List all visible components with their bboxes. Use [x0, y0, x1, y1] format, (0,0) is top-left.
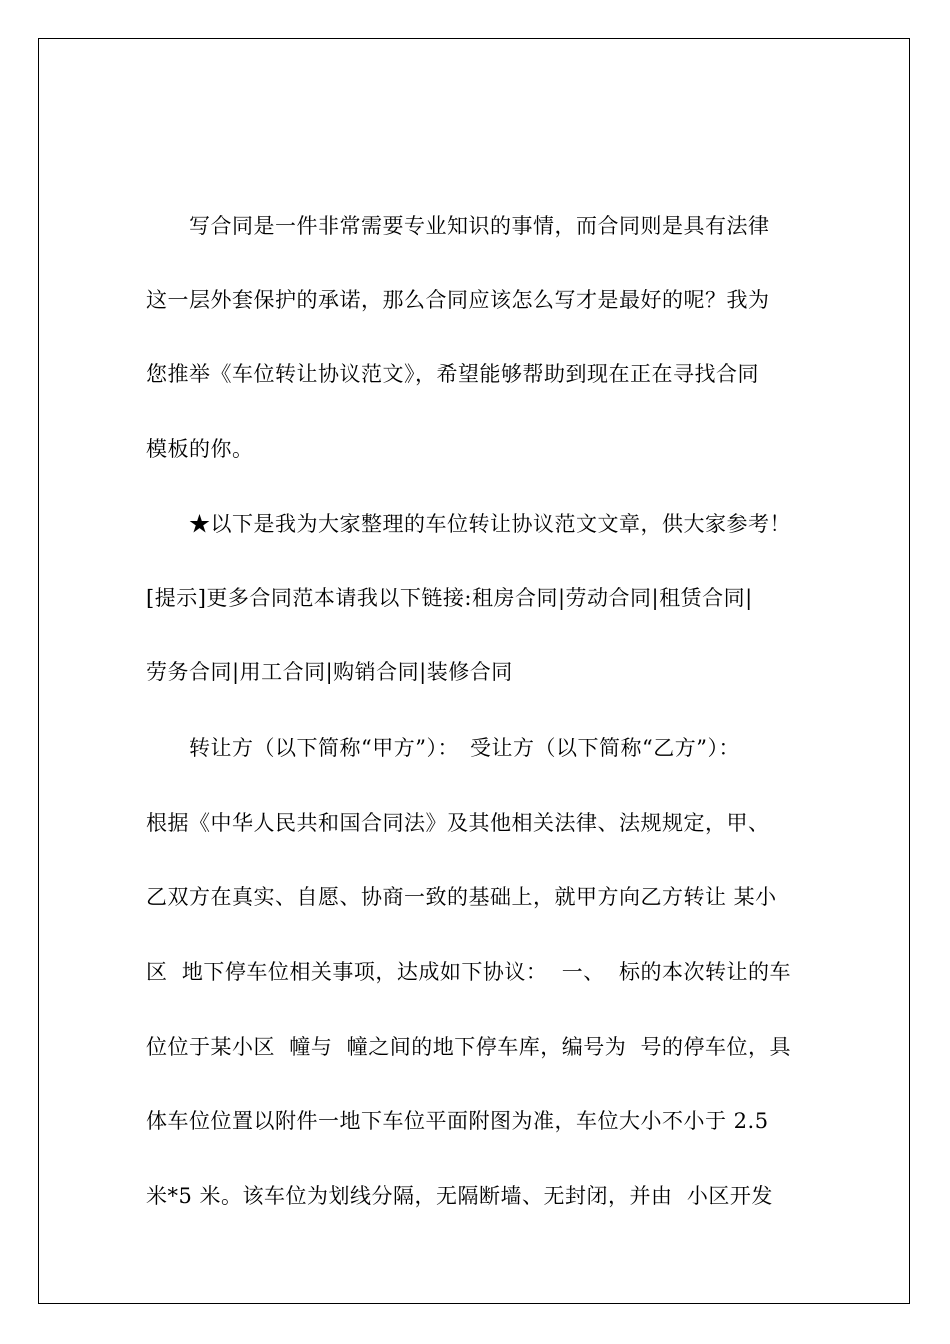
paragraph-line: 模板的你。 [146, 437, 254, 461]
paragraph-line: 体车位位置以附件一地下车位平面附图为准，车位大小不小于 2.5 [146, 1109, 769, 1133]
paragraph-line: 乙双方在真实、自愿、协商一致的基础上，就甲方向乙方转让 某小 [146, 885, 777, 909]
paragraph-line: 区 地下停车位相关事项，达成如下协议： 一、 标的本次转让的车 [146, 960, 792, 984]
paragraph-line: 根据《中华人民共和国合同法》及其他相关法律、法规规定，甲、 [146, 811, 770, 835]
paragraph-line: 位位于某小区 幢与 幢之间的地下停车库，编号为 号的停车位，具 [146, 1035, 792, 1059]
paragraph-line: 写合同是一件非常需要专业知识的事情，而合同则是具有法律 [146, 214, 770, 238]
paragraph-line: 转让方（以下简称“甲方”）： 受让方（以下简称“乙方”）： [146, 736, 740, 760]
paragraph-line: [提示]更多合同范本请我以下链接:租房合同|劳动合同|租赁合同| [146, 586, 753, 610]
paragraph-line: 这一层外套保护的承诺，那么合同应该怎么写才是最好的呢？我为 [146, 288, 770, 312]
paragraph-line: ★以下是我为大家整理的车位转让协议范文文章，供大家参考！ [146, 512, 791, 536]
paragraph-line: 米*5 米。该车位为划线分隔，无隔断墙、无封闭，并由 小区开发 [146, 1184, 773, 1208]
paragraph-line: 劳务合同|用工合同|购销合同|装修合同 [146, 660, 513, 684]
paragraph-line: 您推举《车位转让协议范文》，希望能够帮助到现在正在寻找合同 [146, 362, 759, 386]
